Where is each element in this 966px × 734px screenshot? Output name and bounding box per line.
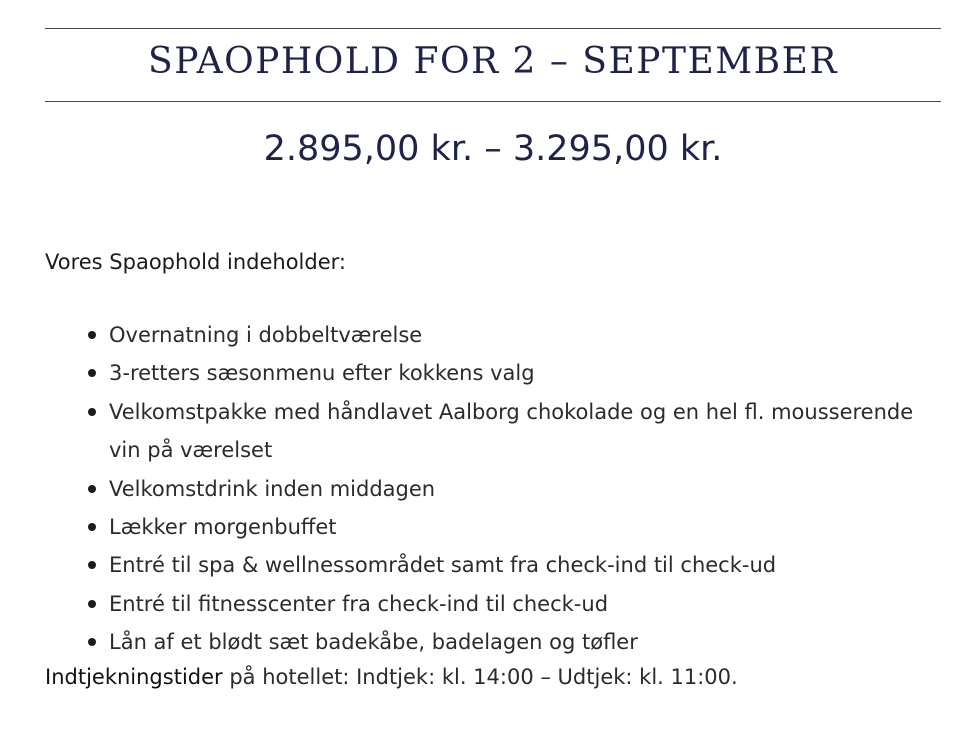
feature-item: Lækker morgenbuffet — [109, 508, 925, 546]
checkin-label: Indtjekningstider — [45, 665, 223, 689]
feature-item: Entré til spa & wellnessområdet samt fra check-ind til check-ud — [109, 546, 925, 584]
feature-item: Velkomstdrink inden middagen — [109, 470, 925, 508]
package-intro: Vores Spaophold indeholder: — [45, 250, 346, 274]
feature-item: Velkomstpakke med håndlavet Aalborg chokolade og en hel fl. mousserende vin på værelset — [109, 393, 925, 470]
price-range: 2.895,00 kr. – 3.295,00 kr. — [263, 129, 723, 169]
feature-item: Overnatning i dobbeltværelse — [109, 316, 925, 354]
checkin-details: på hotellet: Indtjek: kl. 14:00 – Udtjek: kl. 11:00. — [222, 665, 738, 689]
product-title-block — [45, 28, 941, 102]
feature-item: Entré til fitnesscenter fra check-ind til check-ud — [109, 585, 925, 623]
package-features-list — [45, 316, 925, 662]
feature-item: 3-retters sæsonmenu efter kokkens valg — [109, 354, 925, 392]
product-section — [45, 0, 941, 734]
product-title: SPAOPHOLD FOR 2 – SEPTEMBER — [148, 41, 838, 82]
checkin-times — [45, 662, 738, 692]
feature-item: Lån af et blødt sæt badekåbe, badelagen og tøfler — [109, 623, 925, 661]
